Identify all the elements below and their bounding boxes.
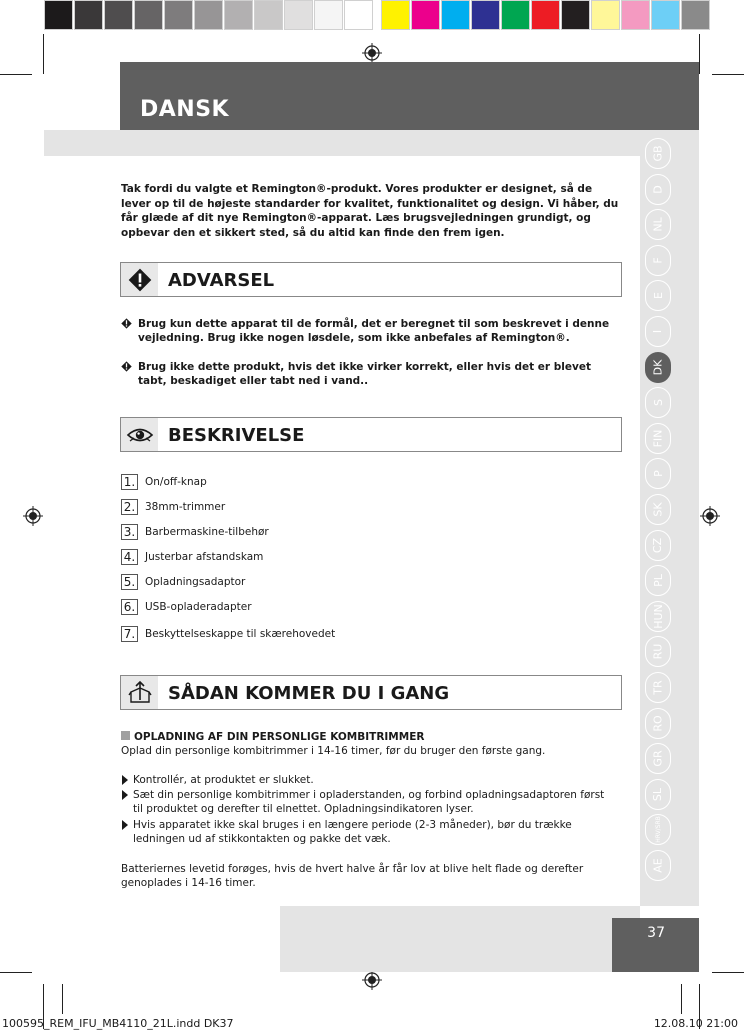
language-tab-label: D xyxy=(651,184,665,194)
color-swatch xyxy=(621,0,650,30)
gray-swatch xyxy=(74,0,103,30)
color-swatch xyxy=(651,0,680,30)
color-swatch xyxy=(531,0,560,30)
gray-swatch xyxy=(134,0,163,30)
language-tab-label: NL xyxy=(651,217,665,232)
language-tab-label: HUN xyxy=(651,604,665,629)
gray-swatch xyxy=(164,0,193,30)
language-tab-label: PL xyxy=(651,574,665,588)
language-tab-label: S xyxy=(651,399,665,407)
language-tab-f[interactable] xyxy=(645,245,671,276)
language-tab-e[interactable] xyxy=(645,280,671,311)
charging-subheading-text: OPLADNING AF DIN PERSONLIGE KOMBITRIMMER xyxy=(134,731,425,743)
swatch-gap xyxy=(374,0,381,32)
language-tab-tr[interactable] xyxy=(645,672,671,703)
file-slug: 100595_REM_IFU_MB4110_21L.indd DK37 xyxy=(2,1017,234,1030)
warning-title: ADVARSEL xyxy=(168,270,275,291)
registration-mark-icon xyxy=(23,506,43,526)
charging-lead-paragraph: Oplad din personlige kombitrimmer i 14-16 timer, før du bruger den første gang. xyxy=(121,745,546,757)
warning-bullet-icon xyxy=(121,361,132,372)
language-tab-ru[interactable] xyxy=(645,636,671,667)
language-tab-sk[interactable] xyxy=(645,494,671,525)
gray-swatch xyxy=(194,0,223,30)
instruction-text: Sæt din personlige kombitrimmer i opladerstanden, og forbind opladningsadaptoren først til produktet og derefter til elnettet. Opladningsindikatoren lyser. xyxy=(133,789,605,815)
parts-list-number: 5. xyxy=(121,574,138,590)
crop-mark xyxy=(699,34,700,74)
subheading-square-icon xyxy=(121,731,130,740)
language-tab-label: RU xyxy=(651,644,665,660)
language-tab-label: DK xyxy=(651,359,665,375)
language-tab-cz[interactable] xyxy=(645,530,671,561)
parts-list-label: USB-opladeradapter xyxy=(145,601,252,613)
color-swatch xyxy=(591,0,620,30)
parts-list-number: 2. xyxy=(121,499,138,515)
registration-mark-icon xyxy=(362,43,382,63)
page-number-box xyxy=(612,918,699,972)
language-tab-i[interactable] xyxy=(645,316,671,347)
description-section-header xyxy=(120,417,622,452)
warning-section-header xyxy=(120,262,622,297)
parts-list-number: 3. xyxy=(121,524,138,540)
instruction-bullet xyxy=(121,773,616,787)
parts-list-number: 7. xyxy=(121,626,138,642)
instruction-text: Hvis apparatet ikke skal bruges i en længere periode (2-3 måneder), bør du trække ledningen ud af stikkontakten og pakke det væk. xyxy=(133,819,572,845)
language-tab-label: GB xyxy=(651,145,665,162)
gray-swatch xyxy=(314,0,343,30)
date-slug: 12.08.10 21:00 xyxy=(653,1017,738,1030)
language-tab-hun[interactable] xyxy=(645,601,671,632)
language-tab-label: HRV/SRB xyxy=(654,816,662,844)
gray-swatch xyxy=(104,0,133,30)
gray-swatch xyxy=(254,0,283,30)
page-title: DANSK xyxy=(140,97,230,122)
parts-list-label: Barbermaskine-tilbehør xyxy=(145,526,269,538)
color-swatch xyxy=(411,0,440,30)
instruction-text: Kontrollér, at produktet er slukket. xyxy=(133,774,314,786)
color-swatch xyxy=(381,0,410,30)
language-tab-label: SK xyxy=(651,502,665,517)
parts-list-number: 1. xyxy=(121,474,138,490)
language-tab-hrv-srb[interactable] xyxy=(645,814,671,845)
charging-subheading xyxy=(121,731,424,743)
parts-list-label: On/off-knap xyxy=(145,476,207,488)
language-tab-sl[interactable] xyxy=(645,779,671,810)
footer-band xyxy=(280,906,640,972)
crop-mark xyxy=(43,34,44,74)
language-tab-label: E xyxy=(651,292,665,300)
color-swatch xyxy=(441,0,470,30)
eye-icon xyxy=(126,425,154,445)
language-tab-ae[interactable] xyxy=(645,850,671,881)
page-number: 37 xyxy=(647,925,665,941)
warning-item xyxy=(121,317,621,345)
parts-list-label: Justerbar afstandskam xyxy=(145,551,264,563)
language-tab-label: F xyxy=(651,257,665,264)
registration-mark-icon xyxy=(362,970,382,990)
language-tab-label: SL xyxy=(651,787,665,801)
language-tab-dk[interactable] xyxy=(645,352,671,383)
instruction-bullet xyxy=(121,818,616,846)
gray-swatch xyxy=(344,0,373,30)
parts-list-label: 38mm-trimmer xyxy=(145,501,226,513)
getting-started-title: SÅDAN KOMMER DU I GANG xyxy=(168,683,450,704)
parts-list-label: Opladningsadaptor xyxy=(145,576,246,588)
crop-mark xyxy=(62,984,63,1014)
language-tab-d[interactable] xyxy=(645,174,671,205)
warning-item-text: Brug kun dette apparat til de formål, det er beregnet til som beskrevet i denne vejledning. Brug ikke nogen løsdele, som ikke anbefales af Remington®. xyxy=(138,318,610,344)
language-tab-ro[interactable] xyxy=(645,708,671,739)
language-tab-label: FIN xyxy=(651,429,665,448)
description-title: BESKRIVELSE xyxy=(168,425,305,446)
language-tab-gb[interactable] xyxy=(645,138,671,169)
bullet-arrow-icon xyxy=(122,790,128,800)
language-tab-label: TR xyxy=(651,680,665,695)
warning-icon-box xyxy=(121,263,158,296)
getting-started-section-header xyxy=(120,675,622,710)
language-tab-label: AE xyxy=(651,858,665,873)
gray-swatch xyxy=(44,0,73,30)
crop-mark xyxy=(0,74,32,75)
color-swatch xyxy=(681,0,710,30)
registration-mark-icon xyxy=(700,506,720,526)
gray-swatch xyxy=(224,0,253,30)
parts-list-label: Beskyttelseskappe til skærehovedet xyxy=(145,628,336,640)
bullet-arrow-icon xyxy=(122,775,128,785)
color-swatch xyxy=(471,0,500,30)
box-with-arrow-icon xyxy=(127,680,153,706)
language-tab-label: RO xyxy=(651,714,665,732)
header-underband xyxy=(44,130,640,156)
color-swatch xyxy=(501,0,530,30)
crop-mark xyxy=(712,74,744,75)
warning-item xyxy=(121,360,621,388)
language-tab-label: GR xyxy=(651,750,665,767)
gray-swatch xyxy=(284,0,313,30)
language-tab-fin[interactable] xyxy=(645,423,671,454)
color-swatch xyxy=(561,0,590,30)
language-tab-label: CZ xyxy=(651,537,665,553)
getting-started-icon-box xyxy=(121,676,158,709)
description-icon-box xyxy=(121,418,158,451)
language-tab-p[interactable] xyxy=(645,458,671,489)
language-tab-label: I xyxy=(651,329,665,334)
language-tab-s[interactable] xyxy=(645,387,671,418)
intro-paragraph: Tak fordi du valgte et Remington®-produkt. Vores produkter er designet, så de lever op til de højeste standarder for kvalitet, funktionalitet og design. Vi håber, du får glæde af dit nye Remington®-apparat. Læs brugsvejledningen grundigt, og opbevar den et sikkert sted, så du altid kan finde den frem igen. xyxy=(121,183,619,239)
color-calibration-bar xyxy=(44,0,711,32)
warning-diamond-icon xyxy=(127,267,153,293)
instruction-bullet xyxy=(121,788,616,816)
language-header xyxy=(120,62,699,130)
language-tab-nl[interactable] xyxy=(645,209,671,240)
crop-mark xyxy=(712,972,744,973)
warning-bullet-icon xyxy=(121,318,132,329)
language-tab-pl[interactable] xyxy=(645,565,671,596)
language-tab-gr[interactable] xyxy=(645,743,671,774)
crop-mark xyxy=(0,972,32,973)
parts-list-number: 6. xyxy=(121,599,138,615)
parts-list-number: 4. xyxy=(121,549,138,565)
bullet-arrow-icon xyxy=(122,820,128,830)
warning-item-text: Brug ikke dette produkt, hvis det ikke virker korrekt, eller hvis det er blevet tabt, beskadiget eller tabt ned i vand.. xyxy=(138,361,591,387)
crop-mark xyxy=(681,984,682,1014)
battery-note-paragraph: Batteriernes levetid forøges, hvis de hvert halve år får lov at blive helt flade og derefter genoplades i 14-16 timer. xyxy=(121,863,584,889)
language-tab-label: P xyxy=(651,470,665,478)
